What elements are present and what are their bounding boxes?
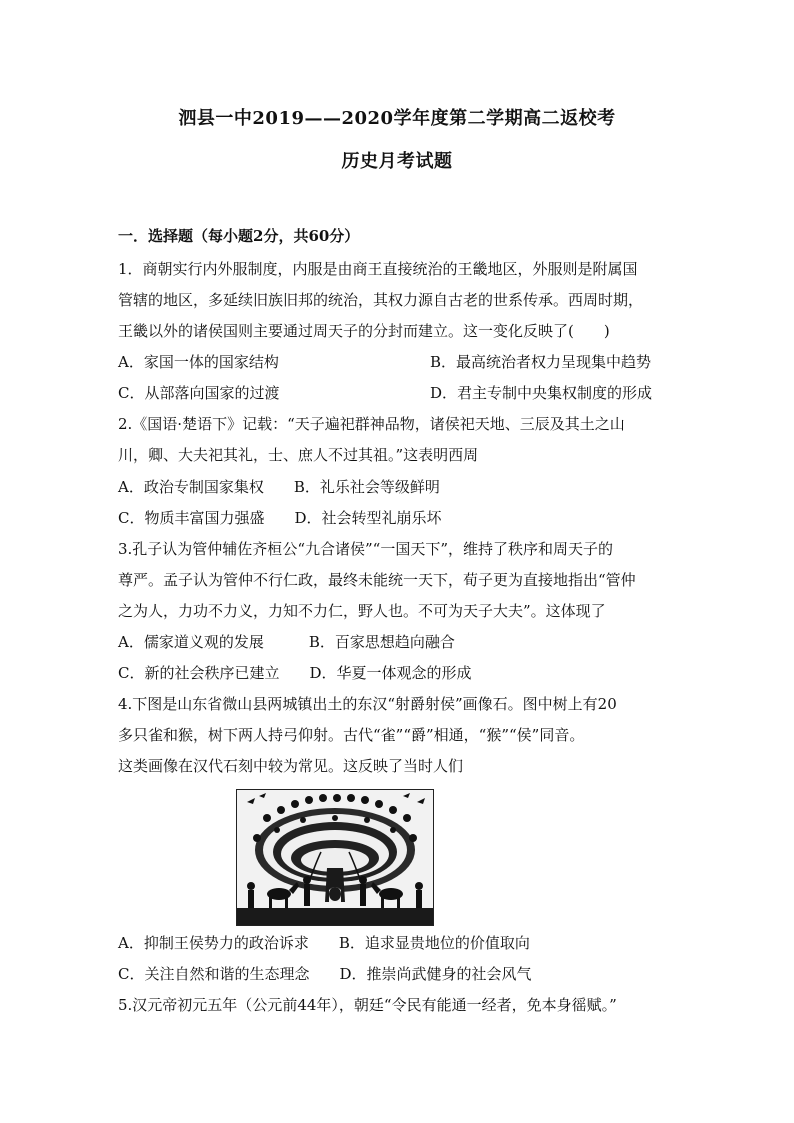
q1-option-d: D．君主专制中央集权制度的形成 bbox=[430, 384, 653, 402]
q2-options-cd: C．物质丰富国力强盛 D．社会转型礼崩乐坏 bbox=[118, 509, 442, 527]
q4-options-cd: C．关注自然和谐的生态理念 D．推崇尚武健身的社会风气 bbox=[118, 965, 532, 983]
exam-title-line1: 泗县一中2019——2020学年度第二学期高二返校考 bbox=[178, 108, 616, 129]
q4-line2: 多只雀和猴，树下两人持弓仰射。古代“雀”“爵”相通，“猴”“侯”同音。 bbox=[118, 726, 585, 744]
q1-line1: 1．商朝实行内外服制度，内服是由商王直接统治的王畿地区，外服则是附属国 bbox=[118, 260, 638, 278]
q4-line3: 这类画像在汉代石刻中较为常见。这反映了当时人们 bbox=[118, 757, 464, 775]
q4-line1: 4.下图是山东省微山县两城镇出土的东汉“射爵射侯”画像石。图中树上有20 bbox=[118, 695, 617, 713]
q3-line1: 3.孔子认为管仲辅佐齐桓公“九合诸侯”“一国天下”，维持了秩序和周天子的 bbox=[118, 540, 613, 558]
q5-line1: 5.汉元帝初元五年（公元前44年），朝廷“令民有能通一经者，免本身徭赋。” bbox=[118, 996, 617, 1014]
q4-options-ab: A．抑制王侯势力的政治诉求 B．追求显贵地位的价值取向 bbox=[118, 934, 530, 952]
section-heading: 一．选择题（每小题2分，共60分） bbox=[118, 227, 360, 245]
q1-option-a: A．家国一体的国家结构 bbox=[118, 353, 279, 371]
q1-line2: 管辖的地区，多延续旧族旧邦的统治，其权力源自古老的世系传承。西周时期， bbox=[118, 291, 644, 309]
q3-line3: 之为人，力功不力义，力知不力仁，野人也。不可为天子大夫”。这体现了 bbox=[118, 602, 606, 620]
q3-options-cd: C．新的社会秩序已建立 D．华夏一体观念的形成 bbox=[118, 664, 472, 682]
q1-line3: 王畿以外的诸侯国则主要通过周天子的分封而建立。这一变化反映了( ) bbox=[118, 322, 610, 340]
q1-option-b: B．最高统治者权力呈现集中趋势 bbox=[430, 353, 652, 371]
tree-relief-illustration bbox=[237, 790, 433, 925]
q3-options-ab: A．儒家道义观的发展 B．百家思想趋向融合 bbox=[118, 633, 455, 651]
q2-options-ab: A．政治专制国家集权 B．礼乐社会等级鲜明 bbox=[118, 478, 440, 496]
stone-relief-image bbox=[236, 789, 434, 926]
q2-line2: 川，卿、大夫祀其礼，士、庶人不过其祖。”这表明西周 bbox=[118, 446, 479, 464]
exam-title-line2: 历史月考试题 bbox=[341, 151, 453, 172]
q3-line2: 尊严。孟子认为管仲不行仁政，最终未能统一天下，荀子更为直接地指出“管仲 bbox=[118, 571, 636, 589]
q1-option-c: C．从部落向国家的过渡 bbox=[118, 384, 280, 402]
q2-line1: 2.《国语·楚语下》记载：“天子遍祀群神品物，诸侯祀天地、三辰及其土之山 bbox=[118, 415, 625, 433]
